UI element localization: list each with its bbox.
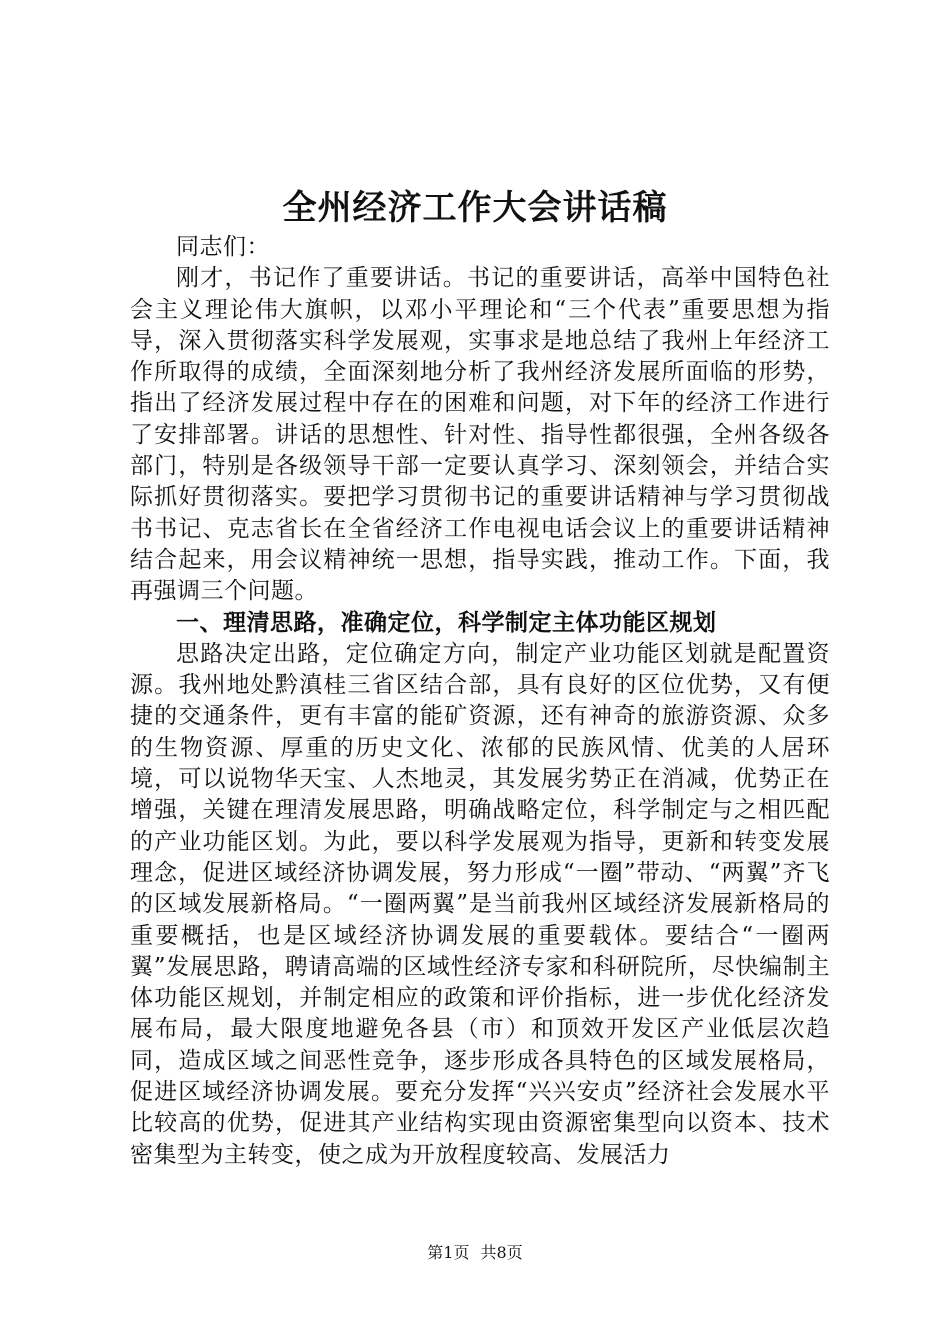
section-heading: 一、理清思路，准确定位，科学制定主体功能区规划 [176,609,717,636]
document-title: 全州经济工作大会讲话稿 [282,188,668,228]
salutation: 同志们： [176,234,270,260]
page-number: 第1页 共8页 [427,1243,523,1262]
section-paragraph: 思路决定出路，定位确定方向，制定产业功能区划就是配置资源。我州地处黔滇桂三省区结合部，具有良好的区位优势，又有便捷的交通条件，更有丰富的能矿资源，还有神奇的旅游资源、众多的生物资源、厚重的历史文化、浓郁的民族风情、优美的人居环境，可以说物华天宝、人杰地灵，其发展劣势正在消减，优势正在增强，关键在理清发展思路，明确战略定位，科学制定与之相匹配的产业功能区划。为此，要以科学发展观为指导，更新和转变发展理念，促进区域经济协调发展，努力形成“一圈”带动、“两翼”齐飞的区域发展新格局。“一圈两翼”是当前我州区域经济发展新格局的重要概括，也是区域经济协调发展的重要载体。要结合“一圈两翼”发展思路，聘请高端的区域性经济专家和科研院所，尽快编制主体功能区规划，并制定相应的政策和评价指标，进一步优化经济发展布局，最大限度地避免各县（市）和顶效开发区产业低层次趋同，造成区域之间恶性竞争，逐步形成各具特色的区域发展格局，促进区域经济协调发展。要充分发挥“兴兴安贞”经济社会发展水平比较高的优势，促进其产业结构实现由资源密集型向以资本、技术密集型为主转变，使之成为开放程度较高、发展活力 [130,640,830,1168]
document-body [130,232,830,1171]
opening-paragraph: 刚才，书记作了重要讲话。书记的重要讲话，高举中国特色社会主义理论伟大旗帜，以邓小平理论和“三个代表”重要思想为指导，深入贯彻落实科学发展观，实事求是地总结了我州上年经济工作所取得的成绩，全面深刻地分析了我州经济发展所面临的形势，指出了经济发展过程中存在的困难和问题，对下年的经济工作进行了安排部署。讲话的思想性、针对性、指导性都很强，全州各级各部门，特别是各级领导干部一定要认真学习、深刻领会，并结合实际抓好贯彻落实。要把学习贯彻书记的重要讲话精神与学习贯彻战书书记、克志省长在全省经济工作电视电话会议上的重要讲话精神结合起来，用会议精神统一思想，指导实践，推动工作。下面，我再强调三个问题。 [130,265,830,605]
